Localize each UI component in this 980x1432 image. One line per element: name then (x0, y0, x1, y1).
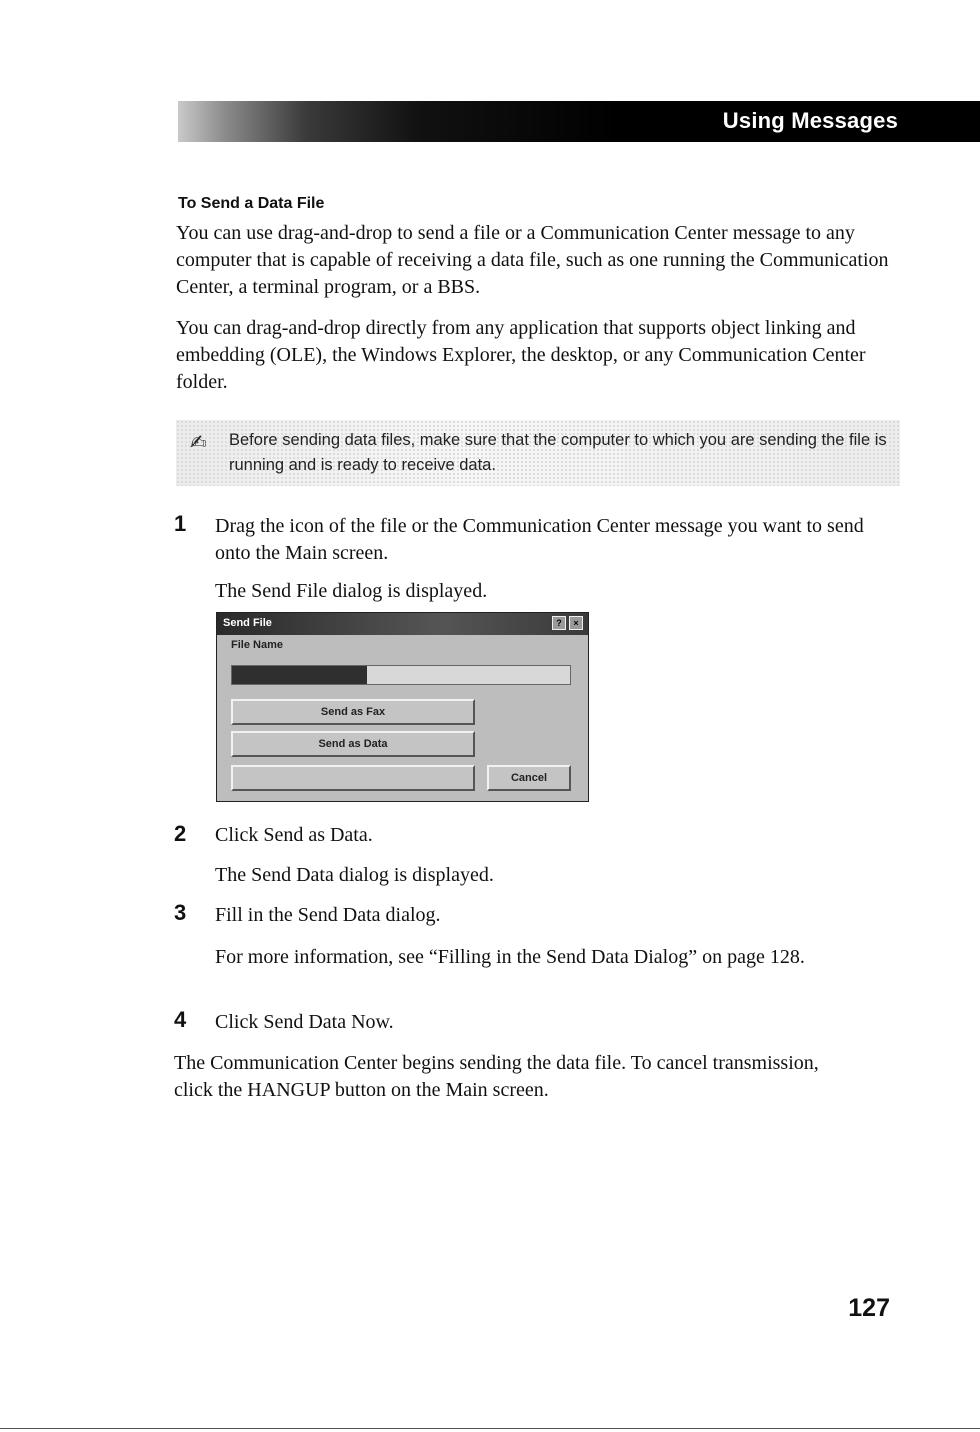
send-as-data-button: Send as Data (231, 731, 475, 757)
closing-paragraph: The Communication Center begins sending the data file. To cancel transmission, click the HANGUP button on the Main screen. (174, 1052, 819, 1101)
send-as-fax-button: Send as Fax (231, 699, 475, 725)
dialog-field-label: File Name (231, 639, 283, 651)
note-text: Before sending data files, make sure that the computer to which you are sending the file is running and is ready to receive data. (229, 431, 887, 474)
dialog-title: Send File (223, 617, 272, 629)
note-box (176, 420, 900, 486)
step-number-4: 4 (174, 1007, 187, 1032)
running-header-bar (178, 101, 980, 142)
step-text-2: Click Send as Data. (215, 824, 373, 846)
page-number: 127 (848, 1294, 890, 1322)
step-number-1: 1 (174, 511, 187, 536)
dialog-help-icon: ? (552, 616, 566, 630)
step-result-2: The Send Data dialog is displayed. (215, 864, 494, 886)
dialog-close-icon: × (569, 616, 583, 630)
cancel-button: Cancel (487, 765, 571, 791)
running-header-title: Using Messages (722, 108, 898, 133)
dialog-titlebar (217, 613, 588, 635)
step-number-2: 2 (174, 821, 187, 846)
dialog-blank-button (231, 765, 475, 791)
bottom-rule (0, 1428, 980, 1429)
note-pencil-icon: ✍ (190, 430, 207, 454)
dialog-file-name-field (231, 665, 571, 685)
intro-paragraph-2: You can drag-and-drop directly from any application that supports object linking and embedding (OLE), the Windows Explorer, the desktop, or any Communication Center folder. (176, 317, 866, 393)
intro-paragraph-1: You can use drag-and-drop to send a file or a Communication Center message to any computer that is capable of receiving a data file, such as one running the Communication Center, a terminal program, or a BBS. (176, 222, 889, 298)
step-text-4: Click Send Data Now. (215, 1011, 394, 1033)
send-file-dialog-screenshot (216, 612, 589, 802)
step-result-3: For more information, see “Filling in the Send Data Dialog” on page 128. (215, 946, 805, 968)
step-text-3: Fill in the Send Data dialog. (215, 904, 441, 926)
section-heading: To Send a Data File (178, 195, 325, 212)
step-text-1: Drag the icon of the file or the Communication Center message you want to send onto the Main screen. (215, 515, 864, 564)
step-number-3: 3 (174, 900, 187, 925)
step-result-1: The Send File dialog is displayed. (215, 580, 488, 602)
